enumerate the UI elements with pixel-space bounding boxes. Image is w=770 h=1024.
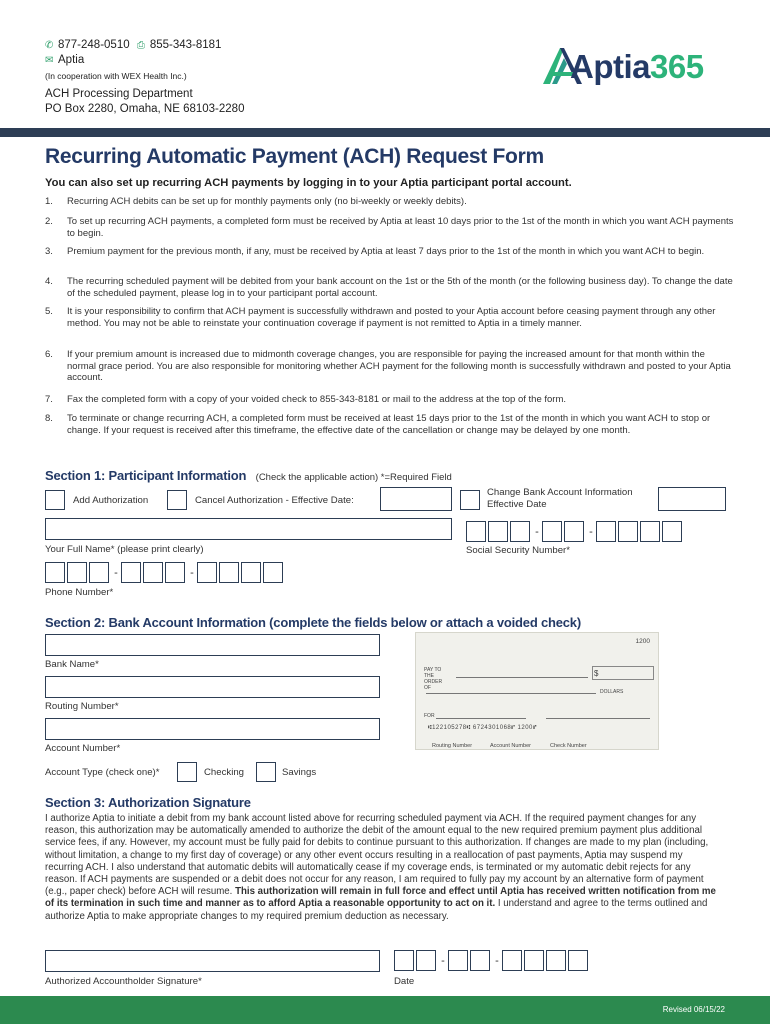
change-bank-label: Change Bank Account Information Effective Date (487, 487, 633, 510)
change-bank-checkbox[interactable] (460, 490, 480, 510)
aptia365-logo (540, 44, 720, 88)
list-item: 6. If your premium amount is increased due to midmonth coverage changes, you are responsible for paying the increased amount for that month within the normal grace period. You are also responsible for monitoring whether ACH payment for the following month is successfully withdrawn and posted to your Aptia account. (45, 349, 731, 383)
routing-number-label: Routing Number* (45, 701, 119, 712)
signature-field[interactable] (45, 950, 380, 972)
savings-checkbox[interactable] (256, 762, 276, 782)
check-number: 1200 (635, 638, 650, 645)
cancel-effective-date-field[interactable] (380, 487, 452, 511)
revision-date: Revised 06/15/22 (662, 1005, 725, 1014)
section2-title: Section 2: Bank Account Information (complete the fields below or attach a voided check) (45, 615, 581, 630)
voided-check-image (415, 632, 659, 750)
full-name-label: Your Full Name* (please print clearly) (45, 544, 204, 555)
footer-bar (0, 996, 770, 1024)
check-routing-label: Routing Number (432, 743, 473, 749)
check-checkno-label: Check Number (550, 743, 587, 749)
section1-title: Section 1: Participant Information (45, 468, 247, 483)
list-item: 1. Recurring ACH debits can be set up for monthly payments only (no bi-weekly or weekly debits). (45, 196, 467, 207)
list-item: 8. To terminate or change recurring ACH, a completed form must be received at least 15 days prior to the 1st of the month in which you want ACH to stop or change. If your request is received after this timeframe, the effective date of the cancellation or change may be delayed by one month. (45, 413, 711, 436)
add-authorization-label: Add Authorization (73, 495, 149, 506)
checking-label: Checking (204, 767, 244, 778)
mailing-address: PO Box 2280, Omaha, NE 68103-2280 (45, 103, 245, 115)
bank-name-label: Bank Name* (45, 659, 99, 670)
section1-heading (45, 468, 452, 483)
full-name-field[interactable] (45, 518, 452, 540)
check-micr-line: ⑆122105278⑆ 6724301068⑈ 1200⑈ (428, 725, 537, 731)
phone-field[interactable]: - - (45, 562, 285, 583)
savings-label: Savings (282, 767, 317, 778)
ssn-field[interactable]: - - (466, 521, 684, 542)
routing-number-field[interactable] (45, 676, 380, 698)
list-item: 3. Premium payment for the previous month, if any, must be received by Aptia at least 7 days prior to the 1st of the month in which you want ACH to begin. (45, 246, 705, 257)
list-item: 5. It is your responsibility to confirm that ACH payment is successfully withdrawn and posted to your Aptia account before ceasing payment through any other method. You may not be able to reinstate your continuation coverage if payment is not remitted to Aptia in a timely manner. (45, 306, 716, 329)
fax-icon: ⎙ (136, 40, 145, 51)
ssn-label: Social Security Number* (466, 545, 570, 556)
logo-number: 365 (650, 48, 704, 85)
checking-checkbox[interactable] (177, 762, 197, 782)
signature-label: Authorized Accountholder Signature* (45, 976, 202, 987)
phone-icon: ✆ (45, 40, 54, 51)
section1-note: (Check the applicable action) *=Required Field (255, 472, 452, 483)
mail-icon: ✉ (45, 55, 54, 66)
account-number-label: Account Number* (45, 743, 121, 754)
bank-name-field[interactable] (45, 634, 380, 656)
check-for: FOR (424, 713, 435, 719)
authorization-text: I authorize Aptia to initiate a debit from my bank account listed above for recurring scheduled payment via ACH. If the required payment changes for any reason, this authorization may be automatically amended to authorize the debit of the amount equal to the new required premium payment plus additional service fees, if any. However, my account must be fully paid for debits to continue pursuant to this authorization. If changes are made to my plan (including, without limitation, a change to my first day of coverage) or any other event occurs resulting in a reallocation of past payments, Aptia may suspend my recurring ACH. I also understand that automatic debits will automatically cease if my coverage ends, is terminated or my automatic debit rejects for any reason. If ACH payments are suspended or a debit does not occur for any reason, I am required to fully pay my account by an alternative form of payment (e.g., paper check) before ACH will resume. This authorization will remain in full force and effect until Aptia has received written notification from me of its termination in such time and manner as to afford Aptia a reasonable opportunity to act on it. I understand and agree to the terms outlined and authorize Aptia to make appropriate changes to my required premium deduction as necessary. (45, 813, 716, 922)
check-pay-to: PAY TO THE ORDER OF (424, 667, 443, 691)
account-number-field[interactable] (45, 718, 380, 740)
list-item: 7. Fax the completed form with a copy of your voided check to 855-343-8181 or mail to the address at the top of the form. (45, 394, 567, 405)
fax-number: 855-343-8181 (149, 39, 222, 51)
section3-title: Section 3: Authorization Signature (45, 795, 251, 810)
list-item: 2. To set up recurring ACH payments, a completed form must be received by Aptia at least 10 days prior to the 1st of the month in which you want ACH payments to begin. (45, 216, 734, 239)
logo-word: Aptia (570, 48, 650, 85)
check-dollars: DOLLARS (600, 689, 624, 695)
cancel-authorization-checkbox[interactable] (167, 490, 187, 510)
date-label: Date (394, 976, 415, 987)
account-type-label: Account Type (check one)* (45, 767, 160, 778)
change-effective-date-field[interactable] (658, 487, 726, 511)
cooperation-note: (In cooperation with WEX Health Inc.) (45, 71, 187, 81)
list-item: 4. The recurring scheduled payment will be debited from your bank account on the 1st or the 5th of the month (or the following business day). To change the date of the scheduled payment, please log in to your participant portal account. (45, 276, 733, 299)
page-subtitle: You can also set up recurring ACH payments by logging in to your Aptia participant portal account. (45, 177, 572, 189)
header-divider (0, 128, 770, 137)
phone-number: 877-248-0510 (58, 39, 130, 51)
page-title: Recurring Automatic Payment (ACH) Request Form (45, 145, 544, 168)
company-name: Aptia (58, 54, 85, 66)
department: ACH Processing Department (45, 88, 193, 100)
check-account-label: Account Number (490, 743, 531, 749)
date-field[interactable]: - - (394, 950, 590, 971)
contact-block (45, 38, 244, 117)
cancel-authorization-label: Cancel Authorization - Effective Date: (195, 495, 354, 506)
add-authorization-checkbox[interactable] (45, 490, 65, 510)
phone-label: Phone Number* (45, 587, 114, 598)
check-dollar-sign: $ (594, 669, 599, 678)
